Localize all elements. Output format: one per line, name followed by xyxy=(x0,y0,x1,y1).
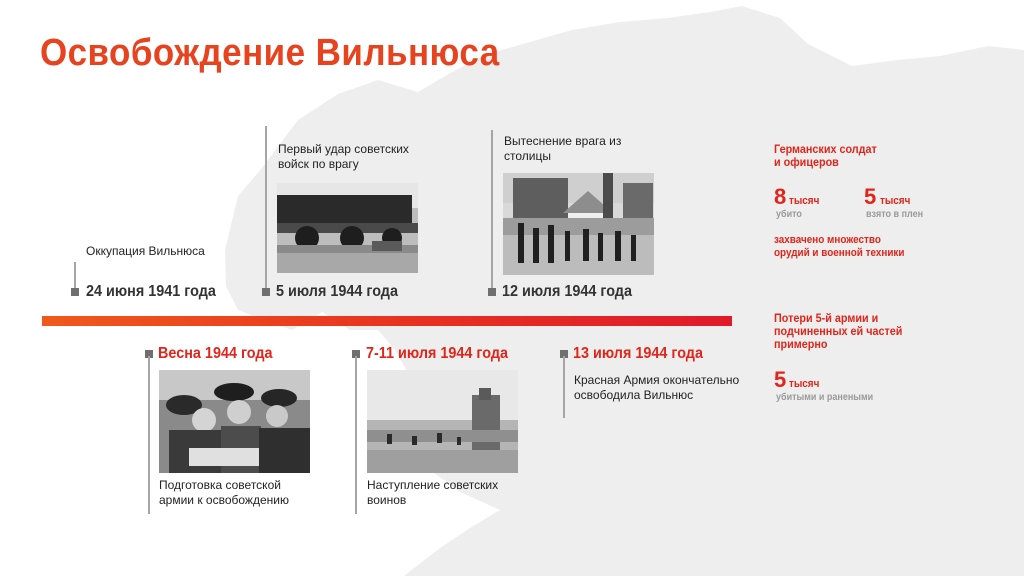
stats-german-heading: Германских солдат и офицеров xyxy=(774,142,877,169)
event-caption-spring: Подготовка советской армии к освобождению xyxy=(159,478,289,507)
timeline-marker xyxy=(488,288,496,296)
timeline-connector xyxy=(265,126,267,292)
timeline-connector xyxy=(563,356,565,418)
photo-armored-train xyxy=(277,183,418,273)
stats-losses-heading: Потери 5-й армии и подчиненных ей частей примерно xyxy=(774,311,903,351)
event-date-occupation: 24 июня 1941 года xyxy=(86,283,216,300)
photo-soldiers-march xyxy=(503,173,654,275)
stats-equipment: захвачено множество орудий и военной техники xyxy=(774,234,905,259)
event-caption-liberation: Красная Армия окончательно освободила Вильнюс xyxy=(574,373,740,402)
event-caption-first-strike: Первый удар советских войск по врагу xyxy=(278,142,409,171)
stats-losses-label: убитыми и ранеными xyxy=(776,392,874,403)
stats-killed-unit: тысяч xyxy=(789,195,820,207)
timeline-connector xyxy=(148,356,150,514)
timeline-bar xyxy=(42,316,732,326)
event-caption-occupation: Оккупация Вильнюса xyxy=(86,244,205,258)
photo-officers-map xyxy=(159,370,310,473)
timeline-marker xyxy=(262,288,270,296)
event-date-spring: Весна 1944 года xyxy=(158,345,273,362)
event-date-first-strike: 5 июля 1944 года xyxy=(276,283,398,300)
event-caption-offensive: Наступление советских воинов xyxy=(367,478,499,507)
stats-captured-label: взято в плен xyxy=(866,209,924,220)
event-date-offensive: 7-11 июля 1944 года xyxy=(366,345,508,362)
stats-killed-number: 8 xyxy=(774,184,787,209)
stats-captured-unit: тысяч xyxy=(880,195,911,207)
timeline-connector xyxy=(355,356,357,514)
photo-battlefield xyxy=(367,370,518,473)
event-caption-expulsion: Вытеснение врага из столицы xyxy=(504,134,622,163)
stats-losses-unit: тысяч xyxy=(789,378,820,390)
page-title: Освобождение Вильнюса xyxy=(40,32,500,74)
event-date-expulsion: 12 июля 1944 года xyxy=(502,283,632,300)
stats-captured-number: 5 xyxy=(864,184,877,209)
stats-losses-number: 5 xyxy=(774,367,787,392)
timeline-connector xyxy=(491,130,493,292)
event-date-liberation: 13 июля 1944 года xyxy=(573,345,703,362)
stats-killed-label: убито xyxy=(776,209,802,220)
timeline-marker xyxy=(71,288,79,296)
